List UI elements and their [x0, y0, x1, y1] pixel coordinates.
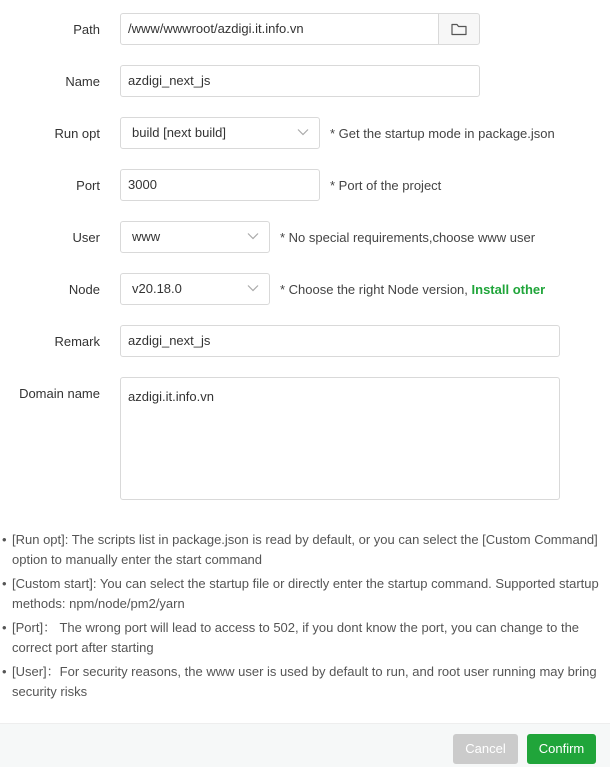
port-hint: * Port of the project — [330, 178, 442, 193]
folder-icon — [451, 23, 467, 36]
run-opt-value: build [next build] — [132, 125, 226, 140]
node-value: v20.18.0 — [132, 281, 182, 296]
user-label: User — [72, 230, 100, 245]
user-select[interactable] — [120, 221, 270, 253]
browse-folder-button[interactable] — [438, 13, 480, 45]
chevron-down-icon — [247, 284, 259, 292]
name-label: Name — [65, 74, 100, 89]
help-notes — [0, 530, 600, 706]
note-run-opt: • [Run opt]: The scripts list in package.json is read by default, or you can select the [Custom Command] option to manually enter the start command — [0, 530, 600, 570]
port-label: Port — [76, 178, 100, 193]
note-user: • [User]：For security reasons, the www user is used by default to run, and root user running may bring security risks — [0, 662, 600, 702]
path-label: Path — [73, 22, 100, 37]
install-other-link[interactable]: Install other — [471, 282, 546, 297]
path-input[interactable]: /www/wwwroot/azdigi.it.info.vn — [120, 13, 439, 45]
user-value: www — [132, 229, 161, 244]
port-input[interactable]: 3000 — [120, 169, 320, 201]
domain-textarea[interactable]: azdigi.it.info.vn — [120, 377, 560, 500]
node-hint-text: * Choose the right Node version, — [280, 282, 468, 297]
note-port: • [Port]： The wrong port will lead to access to 502, if you dont know the port, you can change to the correct port after starting — [0, 618, 600, 658]
cancel-button[interactable]: Cancel — [453, 734, 518, 764]
user-hint: * No special requirements,choose www user — [280, 230, 536, 245]
node-select[interactable] — [120, 273, 270, 305]
dialog-footer — [0, 723, 610, 767]
remark-input[interactable]: azdigi_next_js — [120, 325, 560, 357]
node-hint — [280, 282, 545, 298]
chevron-down-icon — [297, 128, 309, 136]
chevron-down-icon — [247, 232, 259, 240]
run-opt-label: Run opt — [54, 126, 100, 141]
run-opt-hint: * Get the startup mode in package.json — [330, 126, 555, 141]
node-label: Node — [68, 282, 100, 297]
note-custom-start: • [Custom start]: You can select the startup file or directly enter the startup command. Supported startup methods: npm/node/pm2/yarn — [0, 574, 600, 614]
name-input[interactable]: azdigi_next_js — [120, 65, 480, 97]
run-opt-select[interactable] — [120, 117, 320, 149]
domain-label: Domain name — [19, 386, 100, 401]
remark-label: Remark — [54, 334, 100, 349]
confirm-button[interactable]: Confirm — [527, 734, 596, 764]
